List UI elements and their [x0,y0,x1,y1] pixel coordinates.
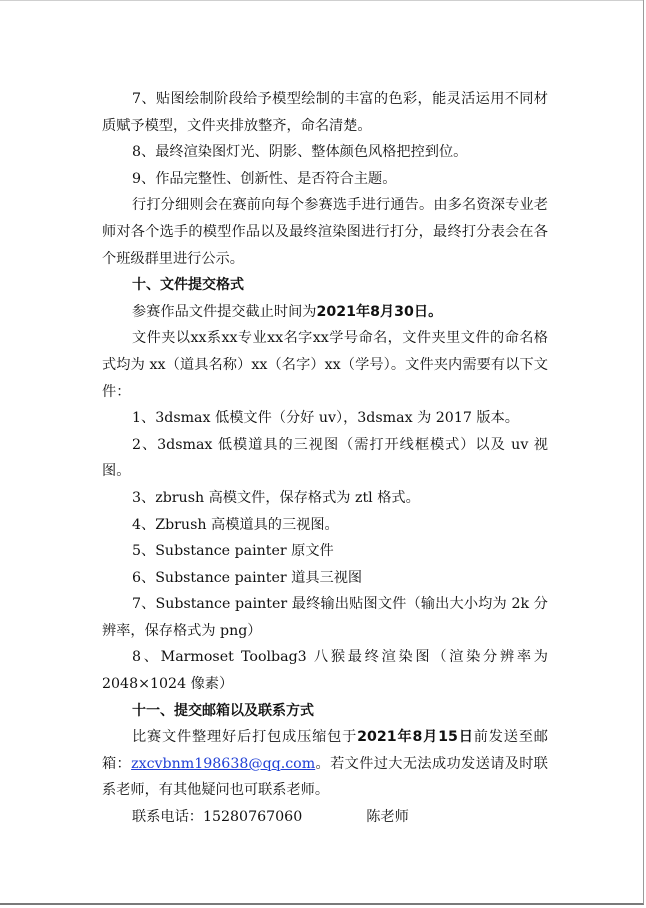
contact-line [102,804,548,831]
submission-paragraph [102,724,548,804]
pack-suffix: 前发送至邮箱： [102,729,548,772]
page-edge [0,0,643,1]
file-item-6: 6、Substance painter 道具三视图 [132,569,363,586]
section-11-heading: 十一、提交邮箱以及联系方式 [132,702,314,719]
naming-paragraph: 文件夹以xx系xx专业xx名字xx学号命名，文件夹里文件的命名格式均为 xx（道具名称）xx（名字）xx（学号）。文件夹内需要有以下文件： [102,330,548,400]
section-10-heading: 十、文件提交格式 [132,277,244,294]
deadline-prefix: 参赛作品文件提交截止时间为 [132,303,317,320]
deadline-date: 2021年8月30日。 [316,303,443,320]
scoring-note: 行打分细则会在赛前向每个参赛选手进行通告。由多名资深专业老师对各个选手的模型作品以及最终渲染图进行打分，最终打分表会在各个班级群里进行公示。 [102,197,548,267]
pack-date: 2021年8月15日 [357,729,474,746]
file-item-1: 1、3dsmax 低模文件（分好 uv），3dsmax 为 2017 版本。 [132,410,519,427]
file-item-8: 8、Marmoset Toolbag3 八猴最终渲染图（渲染分辨率为 2048×1024 像素） [102,649,548,693]
file-item-2: 2、3dsmax 低模道具的三视图（需打开线框模式）以及 uv 视图。 [102,436,548,480]
file-item-5: 5、Substance painter 原文件 [132,543,334,560]
criteria-item-8: 8、最终渲染图灯光、阴影、整体颜色风格把控到位。 [132,144,468,161]
file-item-7: 7、Substance painter 最终输出贴图文件（输出大小均为 2k 分辨率，保存格式为 png） [102,596,548,639]
email-link[interactable]: zxcvbnm198638@qq.com [131,755,316,772]
pack-prefix: 比赛文件整理好后打包成压缩包于 [132,729,358,746]
file-item-4: 4、Zbrush 高模道具的三视图。 [132,516,339,533]
phone-label: 联系电话：15280767060 [132,809,303,826]
criteria-item-7: 7、贴图绘制阶段给予模型绘制的丰富的色彩，能灵活运用不同材质赋予模型，文件夹排放整齐，命名清楚。 [102,91,548,134]
criteria-item-9: 9、作品完整性、创新性、是否符合主题。 [132,170,397,187]
deadline-paragraph [102,299,548,326]
file-item-3: 3、zbrush 高模文件，保存格式为 ztl 格式。 [132,489,420,506]
contact-name: 陈老师 [366,809,409,826]
after-email: 。若文件过大无法成功发送请及时联系老师，有其他疑问也可联系老师。 [102,755,548,799]
document-body [102,86,548,831]
